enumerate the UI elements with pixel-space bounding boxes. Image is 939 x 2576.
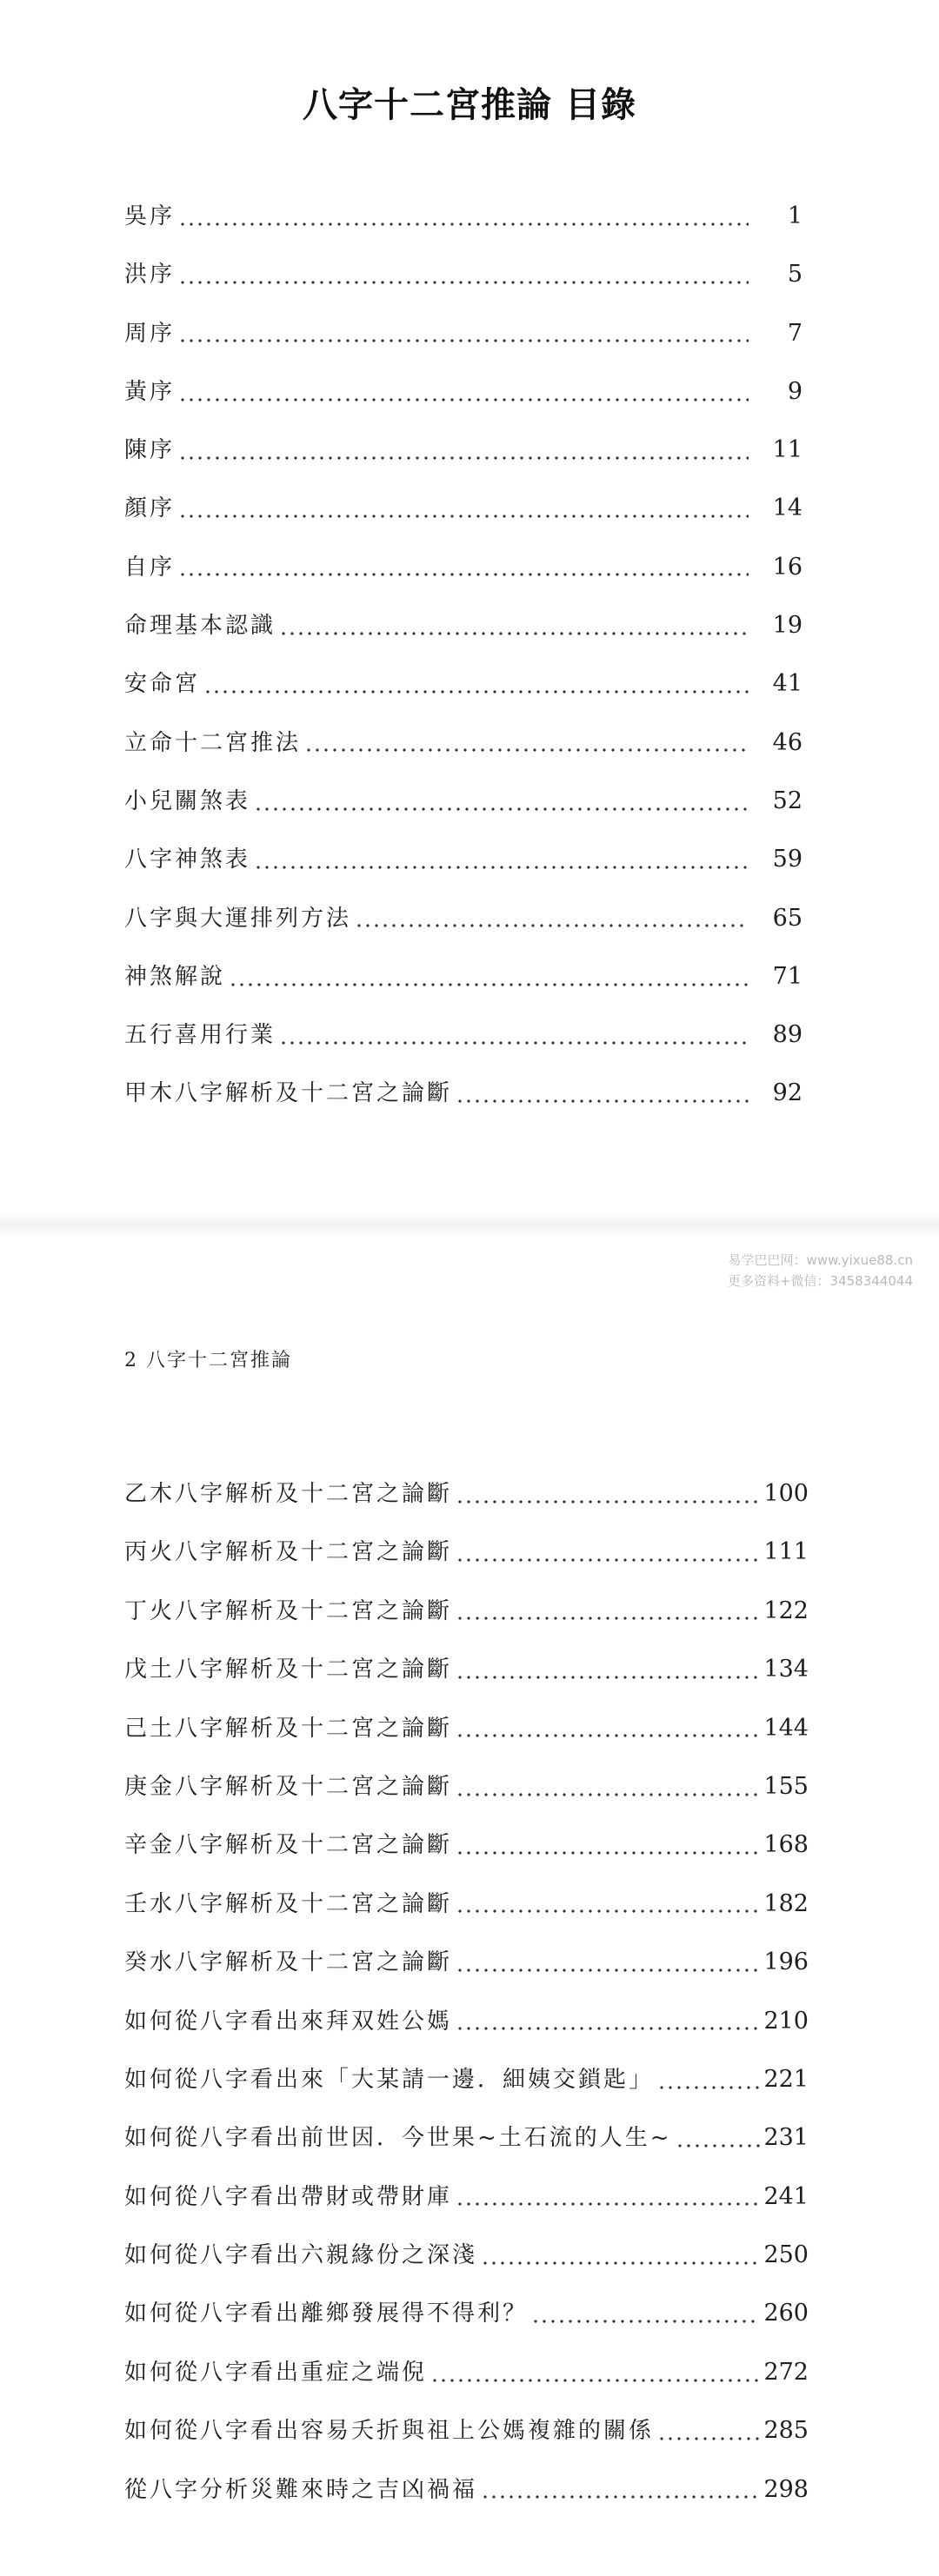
toc-entry-page-number: 9 <box>787 377 802 405</box>
toc-entry-title: 立命十二宮推法 <box>124 729 302 756</box>
toc-entry-page-number: 168 <box>763 1831 809 1859</box>
toc-entry <box>124 362 802 421</box>
toc-entry-title: 黃序 <box>124 378 176 405</box>
toc-dot-leader <box>178 494 749 523</box>
toc-entry-page-number: 41 <box>772 670 802 698</box>
toc-entry <box>124 538 802 596</box>
toc-dot-leader <box>657 2416 760 2446</box>
toc-entry <box>124 2108 809 2167</box>
toc-dot-leader <box>178 260 749 289</box>
toc-dot-leader <box>178 435 749 465</box>
toc-entry <box>124 1064 802 1122</box>
toc-entry <box>124 2401 809 2460</box>
page-title: 八字十二宮推論 目錄 <box>303 84 636 125</box>
toc-entry <box>124 2226 809 2284</box>
toc-entry-title: 如何從八字看出重症之端倪 <box>124 2359 428 2386</box>
toc-entry-page-number: 241 <box>763 2182 809 2210</box>
toc-dot-leader <box>178 202 749 231</box>
toc-entry <box>124 245 802 303</box>
toc-entry-page-number: 285 <box>763 2417 809 2445</box>
toc-entry-page-number: 196 <box>763 1949 809 1976</box>
toc-dot-leader <box>456 1479 760 1509</box>
toc-entry <box>124 1699 809 1757</box>
running-header: 2 八字十二宮推論 <box>124 1350 292 1371</box>
toc-entry-title: 己土八字解析及十二宮之論斷 <box>124 1715 453 1742</box>
toc-entry-title: 神煞解說 <box>124 963 226 990</box>
toc-entry <box>124 479 802 537</box>
toc-dot-leader <box>178 377 749 407</box>
toc-entry-page-number: 155 <box>763 1772 809 1800</box>
toc-entry-title: 丁火八字解析及十二宮之論斷 <box>124 1597 453 1624</box>
toc-entry-title: 八字神煞表 <box>124 846 251 873</box>
toc-entry <box>124 1582 809 1640</box>
toc-entry <box>124 830 802 888</box>
toc-entry <box>124 1933 809 1991</box>
toc-entry-title: 五行喜用行業 <box>124 1022 276 1049</box>
toc-dot-leader <box>229 962 749 992</box>
toc-dot-leader <box>355 903 749 933</box>
toc-entry <box>124 421 802 479</box>
toc-list-page-1 <box>124 187 802 1123</box>
toc-entry-page-number: 5 <box>787 261 802 289</box>
toc-entry-page-number: 19 <box>772 612 802 640</box>
toc-entry-title: 如何從八字看出來拜双姓公媽 <box>124 2008 453 2035</box>
toc-entry-page-number: 250 <box>763 2241 809 2269</box>
toc-list-page-2 <box>124 1464 809 2519</box>
toc-entry-page-number: 11 <box>772 436 802 464</box>
toc-dot-leader <box>456 1596 760 1625</box>
toc-dot-leader <box>456 1948 760 1977</box>
toc-entry-title: 如何從八字看出帶財或帶財庫 <box>124 2183 453 2210</box>
toc-dot-leader <box>279 611 749 641</box>
toc-entry-title: 庚金八字解析及十二宮之論斷 <box>124 1773 453 1800</box>
toc-entry-page-number: 210 <box>763 2007 809 2035</box>
toc-entry-title: 小兒關煞表 <box>124 787 251 814</box>
toc-entry-page-number: 65 <box>772 904 802 932</box>
toc-entry <box>124 1757 809 1816</box>
toc-entry <box>124 1523 809 1581</box>
toc-entry <box>124 1006 802 1064</box>
toc-dot-leader <box>254 845 749 874</box>
toc-entry-page-number: 134 <box>763 1656 809 1683</box>
toc-dot-leader <box>456 1889 760 1918</box>
toc-dot-leader <box>430 2358 760 2387</box>
toc-entry <box>124 2168 809 2226</box>
toc-entry-page-number: 92 <box>772 1079 802 1107</box>
toc-entry-title: 戊土八字解析及十二宮之論斷 <box>124 1656 453 1683</box>
toc-entry-page-number: 16 <box>772 553 802 581</box>
toc-dot-leader <box>203 669 749 699</box>
toc-dot-leader <box>304 727 749 757</box>
toc-dot-leader <box>456 1713 760 1743</box>
toc-dot-leader <box>456 2006 760 2035</box>
toc-entry-title: 從八字分析災難來時之吉凶禍福 <box>124 2476 478 2503</box>
toc-entry-title: 陳序 <box>124 437 176 464</box>
toc-dot-leader <box>481 2474 760 2504</box>
toc-entry-page-number: 59 <box>772 846 802 873</box>
toc-dot-leader <box>456 1772 760 1802</box>
toc-dot-leader <box>456 1079 749 1108</box>
toc-entry-title: 自序 <box>124 554 176 581</box>
toc-dot-leader <box>279 1020 749 1050</box>
toc-entry-page-number: 7 <box>787 319 802 347</box>
toc-entry <box>124 772 802 830</box>
toc-entry <box>124 2050 809 2108</box>
toc-dot-leader <box>456 1655 760 1684</box>
toc-entry-page-number: 46 <box>772 728 802 756</box>
toc-entry-title: 顏序 <box>124 495 176 522</box>
toc-entry-page-number: 111 <box>763 1538 809 1566</box>
toc-entry-title: 吳序 <box>124 203 176 229</box>
toc-entry <box>124 1640 809 1698</box>
toc-entry-title: 丙火八字解析及十二宮之論斷 <box>124 1539 453 1566</box>
toc-entry-title: 安命宮 <box>124 671 201 698</box>
toc-entry <box>124 596 802 654</box>
toc-entry <box>124 1464 809 1523</box>
toc-entry-page-number: 272 <box>763 2358 809 2386</box>
toc-entry <box>124 1992 809 2050</box>
toc-entry-title: 洪序 <box>124 262 176 289</box>
toc-entry-page-number: 122 <box>763 1597 809 1624</box>
toc-entry <box>124 1816 809 1874</box>
toc-entry-title: 如何從八字看出六親緣份之深淺 <box>124 2242 478 2269</box>
toc-entry-title: 辛金八字解析及十二宮之論斷 <box>124 1832 453 1859</box>
toc-entry-page-number: 298 <box>763 2475 809 2503</box>
toc-entry-page-number: 89 <box>772 1021 802 1049</box>
toc-entry <box>124 714 802 772</box>
toc-entry <box>124 187 802 245</box>
toc-dot-leader <box>456 1830 760 1860</box>
watermark-line-1: 易学巴巴网：www.yixue88.cn <box>728 1252 913 1268</box>
toc-entry-page-number: 52 <box>772 787 802 814</box>
toc-entry-page-number: 231 <box>763 2124 809 2152</box>
watermark <box>728 1250 913 1291</box>
toc-entry-page-number: 1 <box>787 202 802 229</box>
toc-dot-leader <box>178 552 749 581</box>
toc-entry-title: 壬水八字解析及十二宮之論斷 <box>124 1890 453 1917</box>
toc-dot-leader <box>178 318 749 348</box>
toc-entry-page-number: 144 <box>763 1714 809 1742</box>
page-separator <box>0 1212 939 1238</box>
toc-entry <box>124 1875 809 1933</box>
toc-entry-title: 如何從八字看出來「大某請一邊．細姨交鎖匙」 <box>124 2066 655 2093</box>
toc-entry-page-number: 100 <box>763 1480 809 1507</box>
toc-entry-title: 如何從八字看出前世因．今世果~土石流的人生~ <box>124 2125 672 2152</box>
toc-entry <box>124 889 802 947</box>
toc-dot-leader <box>456 2181 760 2211</box>
toc-entry-title: 甲木八字解析及十二宮之論斷 <box>124 1080 453 1107</box>
toc-dot-leader <box>531 2299 760 2328</box>
toc-dot-leader <box>657 2065 760 2095</box>
toc-entry <box>124 2343 809 2401</box>
toc-entry <box>124 304 802 362</box>
toc-entry-title: 周序 <box>124 320 176 347</box>
toc-entry-title: 如何從八字看出離鄉發展得不得利？ <box>124 2300 529 2327</box>
toc-entry-page-number: 221 <box>763 2065 809 2093</box>
toc-dot-leader <box>676 2123 761 2153</box>
toc-dot-leader <box>456 1537 760 1567</box>
toc-entry <box>124 2460 809 2519</box>
toc-entry <box>124 2284 809 2342</box>
toc-entry-title: 乙木八字解析及十二宮之論斷 <box>124 1481 453 1507</box>
toc-dot-leader <box>481 2241 760 2270</box>
toc-entry-page-number: 260 <box>763 2300 809 2327</box>
toc-dot-leader <box>254 787 749 816</box>
watermark-line-2: 更多资料+微信：3458344044 <box>727 1273 913 1289</box>
toc-entry-title: 如何從八字看出容易夭折與祖上公媽複雜的關係 <box>124 2418 655 2445</box>
toc-entry <box>124 947 802 1006</box>
toc-entry-page-number: 71 <box>772 962 802 990</box>
toc-entry-title: 八字與大運排列方法 <box>124 905 352 932</box>
toc-entry <box>124 654 802 713</box>
toc-entry-title: 癸水八字解析及十二宮之論斷 <box>124 1949 453 1976</box>
toc-entry-page-number: 182 <box>763 1889 809 1917</box>
toc-entry-page-number: 14 <box>772 495 802 522</box>
toc-entry-title: 命理基本認識 <box>124 613 276 640</box>
